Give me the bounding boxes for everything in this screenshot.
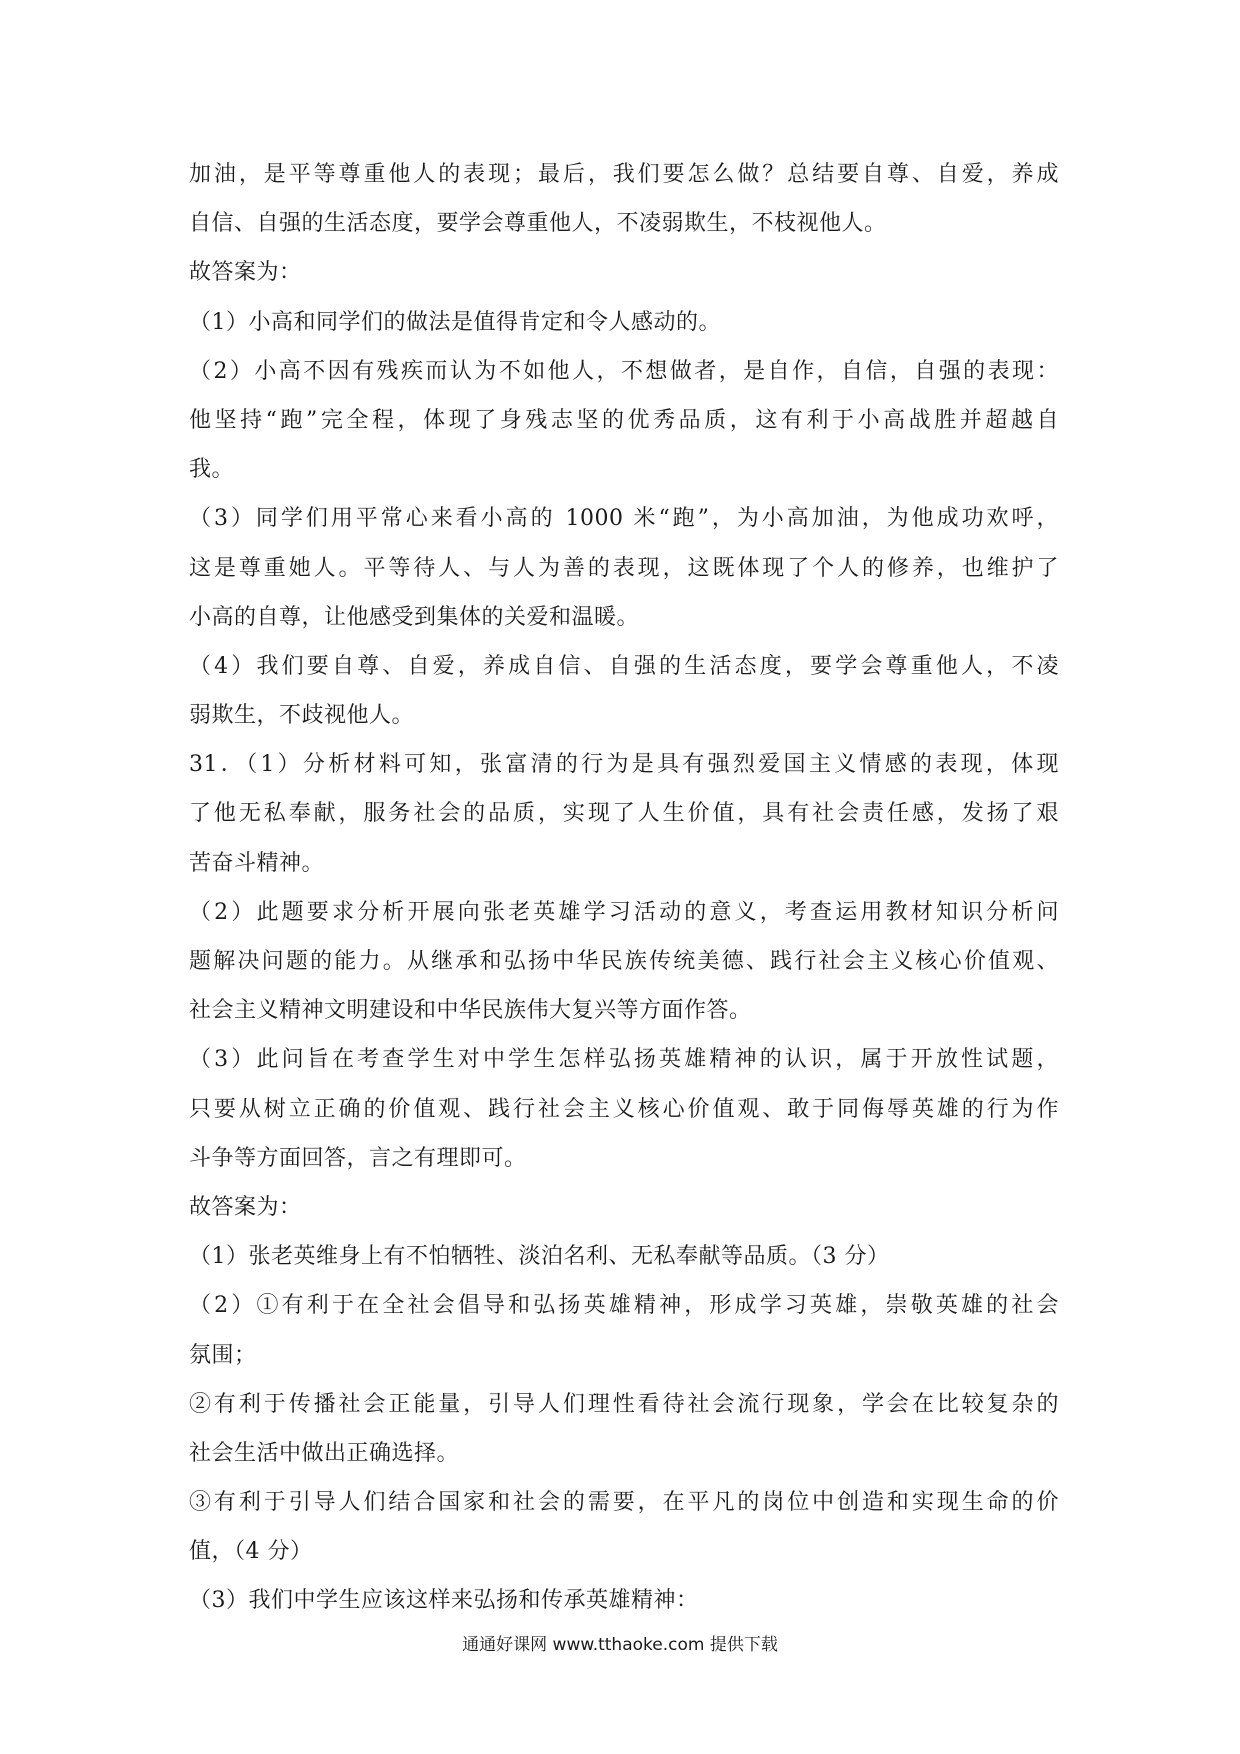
text-line: 社会生活中做出正确选择。: [189, 1440, 460, 1466]
text-line: 故答案为：: [189, 1194, 302, 1220]
text-line: 苦奋斗精神。: [189, 850, 325, 876]
text-line: 值，（4 分）: [189, 1539, 313, 1565]
text-line: 氛围；: [189, 1342, 257, 1368]
text-line: 小高的自尊，让他感受到集体的关爱和温暖。: [189, 604, 640, 630]
text-line: 只要从树立正确的价值观、践行社会主义核心价值观、敢于同侮辱英雄的行为作: [189, 1096, 1059, 1122]
text-line: （2）①有利于在全社会倡导和弘扬英雄精神，形成学习英雄，崇敬英雄的社会: [189, 1293, 1059, 1319]
text-line: 他坚持“跑”完全程，体现了身残志坚的优秀品质，这有利于小高战胜并超越自: [189, 407, 1059, 433]
text-line: 了他无私奉献，服务社会的品质，实现了人生价值，具有社会责任感，发扬了艰: [189, 801, 1059, 827]
text-line: （2）小高不因有残疾而认为不如他人，不想做者，是自作，自信，自强的表现：: [189, 358, 1059, 384]
text-line: （4）我们要自尊、自爱，养成自信、自强的生活态度，要学会尊重他人，不凌: [189, 653, 1059, 679]
text-line: 斗争等方面回答，言之有理即可。: [189, 1145, 527, 1171]
text-line: （3）此问旨在考查学生对中学生怎样弘扬英雄精神的认识，属于开放性试题，: [189, 1047, 1059, 1073]
text-line: 加油，是平等尊重他人的表现；最后，我们要怎么做？总结要自尊、自爱，养成: [189, 162, 1059, 187]
text-line: 社会主义精神文明建设和中华民族伟大复兴等方面作答。: [189, 998, 752, 1024]
answer-text-body: [189, 150, 1059, 1626]
text-line: （1）张老英维身上有不怕牺牲、淡泊名利、无私奉献等品质。（3 分）: [189, 1244, 890, 1270]
text-line: 我。: [189, 457, 235, 483]
text-line: 故答案为：: [189, 260, 302, 286]
text-line: 自信、自强的生活态度，要学会尊重他人，不凌弱欺生，不枝视他人。: [189, 211, 887, 237]
text-line: （3）同学们用平常心来看小高的 1000 米“跑”，为小高加油，为他成功欢呼，: [189, 506, 1059, 532]
page-footer: 通通好课网 www.tthaoke.com 提供下载: [462, 1635, 778, 1655]
text-line: ③有利于引导人们结合国家和社会的需要，在平凡的岗位中创造和实现生命的价: [189, 1490, 1059, 1516]
text-line: （1）小高和同学们的做法是值得肯定和令人感动的。: [189, 309, 721, 335]
text-line: ②有利于传播社会正能量，引导人们理性看待社会流行现象，学会在比较复杂的: [189, 1391, 1059, 1417]
text-line: 这是尊重她人。平等待人、与人为善的表现，这既体现了个人的修养，也维护了: [189, 555, 1059, 581]
text-line: 31．（1）分析材料可知，张富清的行为是具有强烈爱国主义情感的表现，体现: [189, 752, 1059, 778]
text-line: （3）我们中学生应该这样来弘扬和传承英雄精神：: [189, 1588, 699, 1614]
text-line: 弱欺生，不歧视他人。: [189, 703, 415, 729]
text-line: （2）此题要求分析开展向张老英雄学习活动的意义，考查运用教材知识分析问: [189, 899, 1059, 925]
text-line: 题解决问题的能力。从继承和弘扬中华民族传统美德、践行社会主义核心价值观、: [189, 949, 1059, 974]
